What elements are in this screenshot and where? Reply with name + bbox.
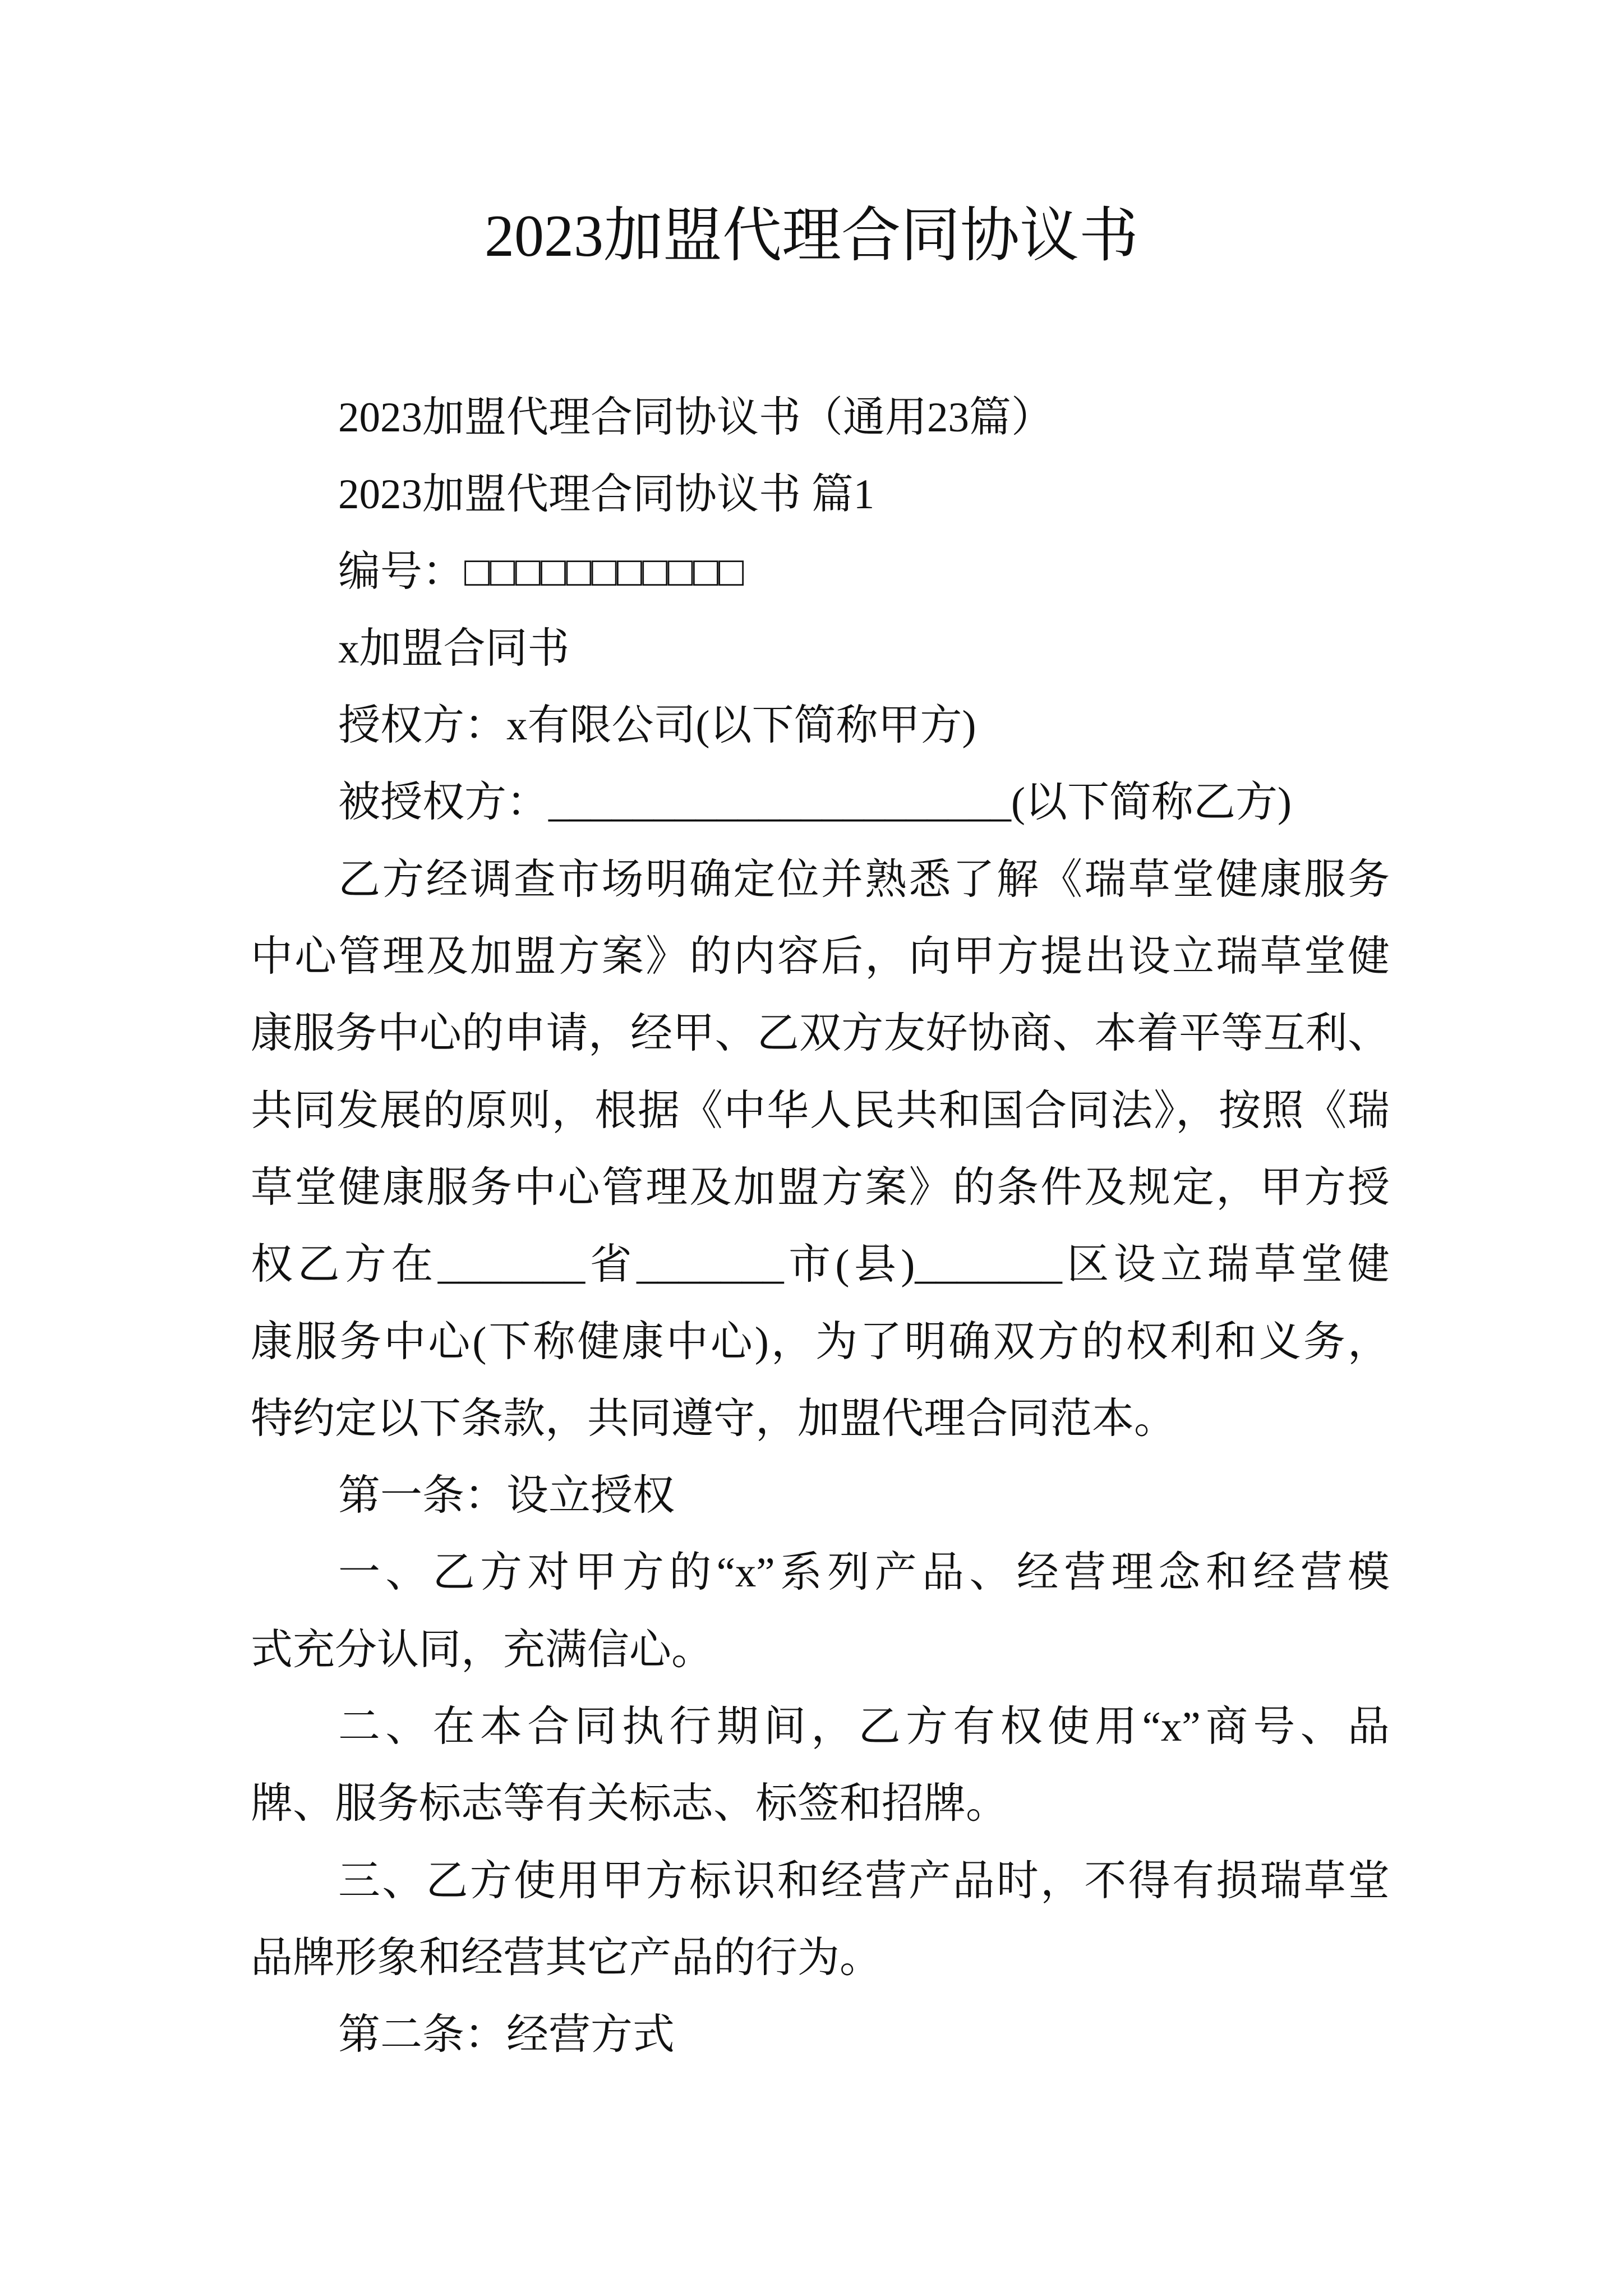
paragraph-line: 一、乙方对甲方的“x”系列产品、经营理念和经营模 [338, 1549, 1390, 1596]
document-title: 2023加盟代理合同协议书 [485, 203, 1138, 269]
paragraph-line: 品牌形象和经营其它产品的行为。 [251, 1934, 882, 1981]
clause-paragraph [251, 1688, 1390, 1843]
article-heading: 第二条：经营方式 [338, 2012, 675, 2059]
paragraph-line: 牌、服务标志等有关标志、标签和招牌。 [251, 1780, 1008, 1828]
clause-paragraph [251, 1534, 1390, 1688]
document-body [251, 379, 1390, 2074]
paragraph-line: 草堂健康服务中心管理及加盟方案》的条件及规定，甲方授 [251, 1164, 1390, 1211]
authorized-party: 被授权方：______________________(以下简称乙方) [338, 779, 1292, 826]
paragraph-line: 权乙方在_______省_______市(县)_______区设立瑞草堂健 [251, 1241, 1390, 1289]
paragraph-line: 式充分认同，充满信心。 [251, 1626, 714, 1673]
preamble-paragraph [251, 841, 1390, 1457]
paragraph-line: 三、乙方使用甲方标识和经营产品时，不得有损瑞草堂 [338, 1857, 1390, 1904]
paragraph-line: 康服务中心的申请，经甲、乙双方友好协商、本着平等互利、 [251, 1010, 1390, 1057]
authorizer-party: 授权方：x有限公司(以下简称甲方) [338, 702, 976, 749]
paragraph-line: 乙方经调查市场明确定位并熟悉了解《瑞草堂健康服务 [338, 856, 1390, 903]
chapter-heading: 2023加盟代理合同协议书 篇1 [338, 471, 875, 518]
paragraph-line: 中心管理及加盟方案》的内容后，向甲方提出设立瑞草堂健 [251, 933, 1390, 981]
clause-paragraph [251, 1843, 1390, 1997]
paragraph-line: 康服务中心(下称健康中心)，为了明确双方的权利和义务， [251, 1318, 1390, 1365]
paragraph-line: 特约定以下条款，共同遵守，加盟代理合同范本。 [251, 1395, 1177, 1442]
collection-title: 2023加盟代理合同协议书（通用23篇） [338, 394, 1054, 441]
contract-number: 编号：□□□□□□□□□□□ [338, 548, 744, 595]
contract-name: x加盟合同书 [338, 625, 570, 672]
paragraph-line: 共同发展的原则，根据《中华人民共和国合同法》，按照《瑞 [251, 1087, 1390, 1134]
article-heading: 第一条：设立授权 [338, 1473, 675, 1520]
paragraph-line: 二、在本合同执行期间，乙方有权使用“x”商号、品 [338, 1704, 1390, 1751]
